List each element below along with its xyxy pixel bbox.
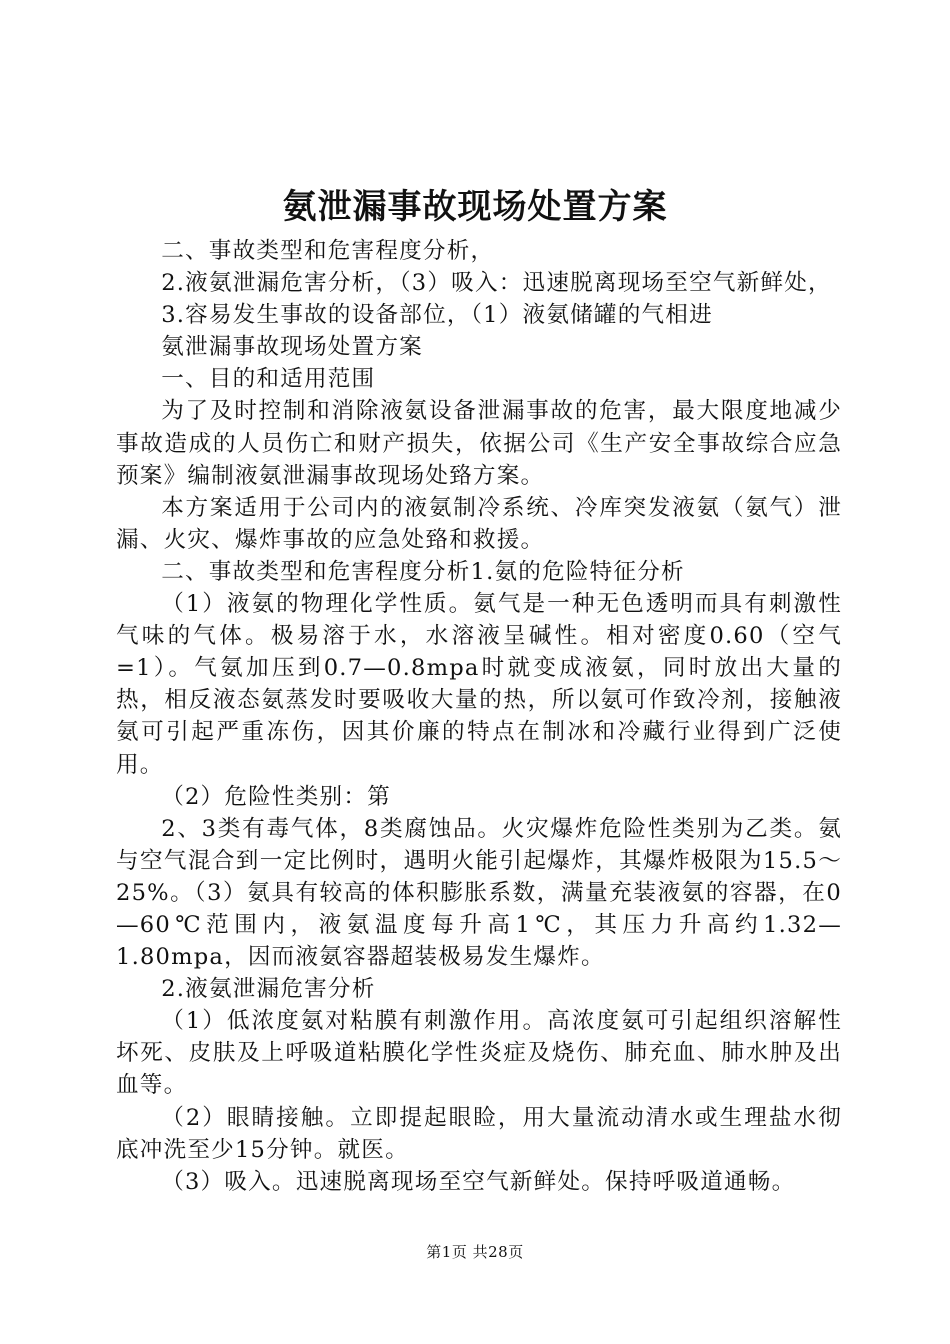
paragraph: 二、事故类型和危害程度分析1.氨的危险特征分析 [161, 558, 685, 585]
paragraph: （3）吸入。迅速脱离现场至空气新鲜处。保持呼吸道通畅。 [161, 1168, 796, 1195]
paragraph: 氨泄漏事故现场处置方案 [161, 334, 423, 361]
page-number: 第1页 共28页 [426, 1243, 524, 1261]
paragraph: 2.液氨泄漏危害分析，（3）吸入：迅速脱离现场至空气新鲜处， [161, 270, 832, 297]
paragraph: （1）液氨的物理化学性质。氨气是一种无色透明而具有刺激性气味的气体。极易溶于水，水溶液呈碱性。相对密度0.60（空气=1）。气氨加压到0.7—0.8mpa时就变成液氨，同时放出大量的热，相反液态氨蒸发时要吸收大量的热，所以氨可作致冷剂，接触液氨可引起严重冻伤，因其价廉的特点在制冰和冷藏行业得到广泛使用。 [116, 591, 842, 778]
paragraph: （2）眼睛接触。立即提起眼睑，用大量流动清水或生理盐水彻底冲洗至少15分钟。就医。 [116, 1104, 842, 1163]
paragraph: 本方案适用于公司内的液氨制冷系统、冷库突发液氨（氨气）泄漏、火灾、爆炸事故的应急处臵和救援。 [116, 494, 842, 553]
document-body [116, 235, 842, 1198]
paragraph: 3.容易发生事故的设备部位，（1）液氨储罐的气相进 [161, 302, 713, 329]
paragraph: 一、目的和适用范围 [161, 366, 376, 393]
document-title: 氨泄漏事故现场处置方案 [282, 187, 668, 227]
paragraph: 为了及时控制和消除液氨设备泄漏事故的危害，最大限度地减少事故造成的人员伤亡和财产损失，依据公司《生产安全事故综合应急预案》编制液氨泄漏事故现场处臵方案。 [116, 398, 842, 489]
paragraph: 2、3类有毒气体，8类腐蚀品。火灾爆炸危险性类别为乙类。氨与空气混合到一定比例时，遇明火能引起爆炸，其爆炸极限为15.5～25%。（3）氨具有较高的体积膨胀系数，满量充装液氨的容器，在0—60℃范围内，液氨温度每升高1℃，其压力升高约1.32—1.80mpa，因而液氨容器超装极易发生爆炸。 [116, 815, 842, 971]
paragraph: 2.液氨泄漏危害分析 [161, 976, 376, 1003]
paragraph: 二、事故类型和危害程度分析， [161, 238, 495, 264]
paragraph: （2）危险性类别：第 [161, 783, 391, 810]
paragraph: （1）低浓度氨对粘膜有刺激作用。高浓度氨可引起组织溶解性坏死、皮肤及上呼吸道粘膜化学性炎症及烧伤、肺充血、肺水肿及出血等。 [116, 1008, 842, 1099]
